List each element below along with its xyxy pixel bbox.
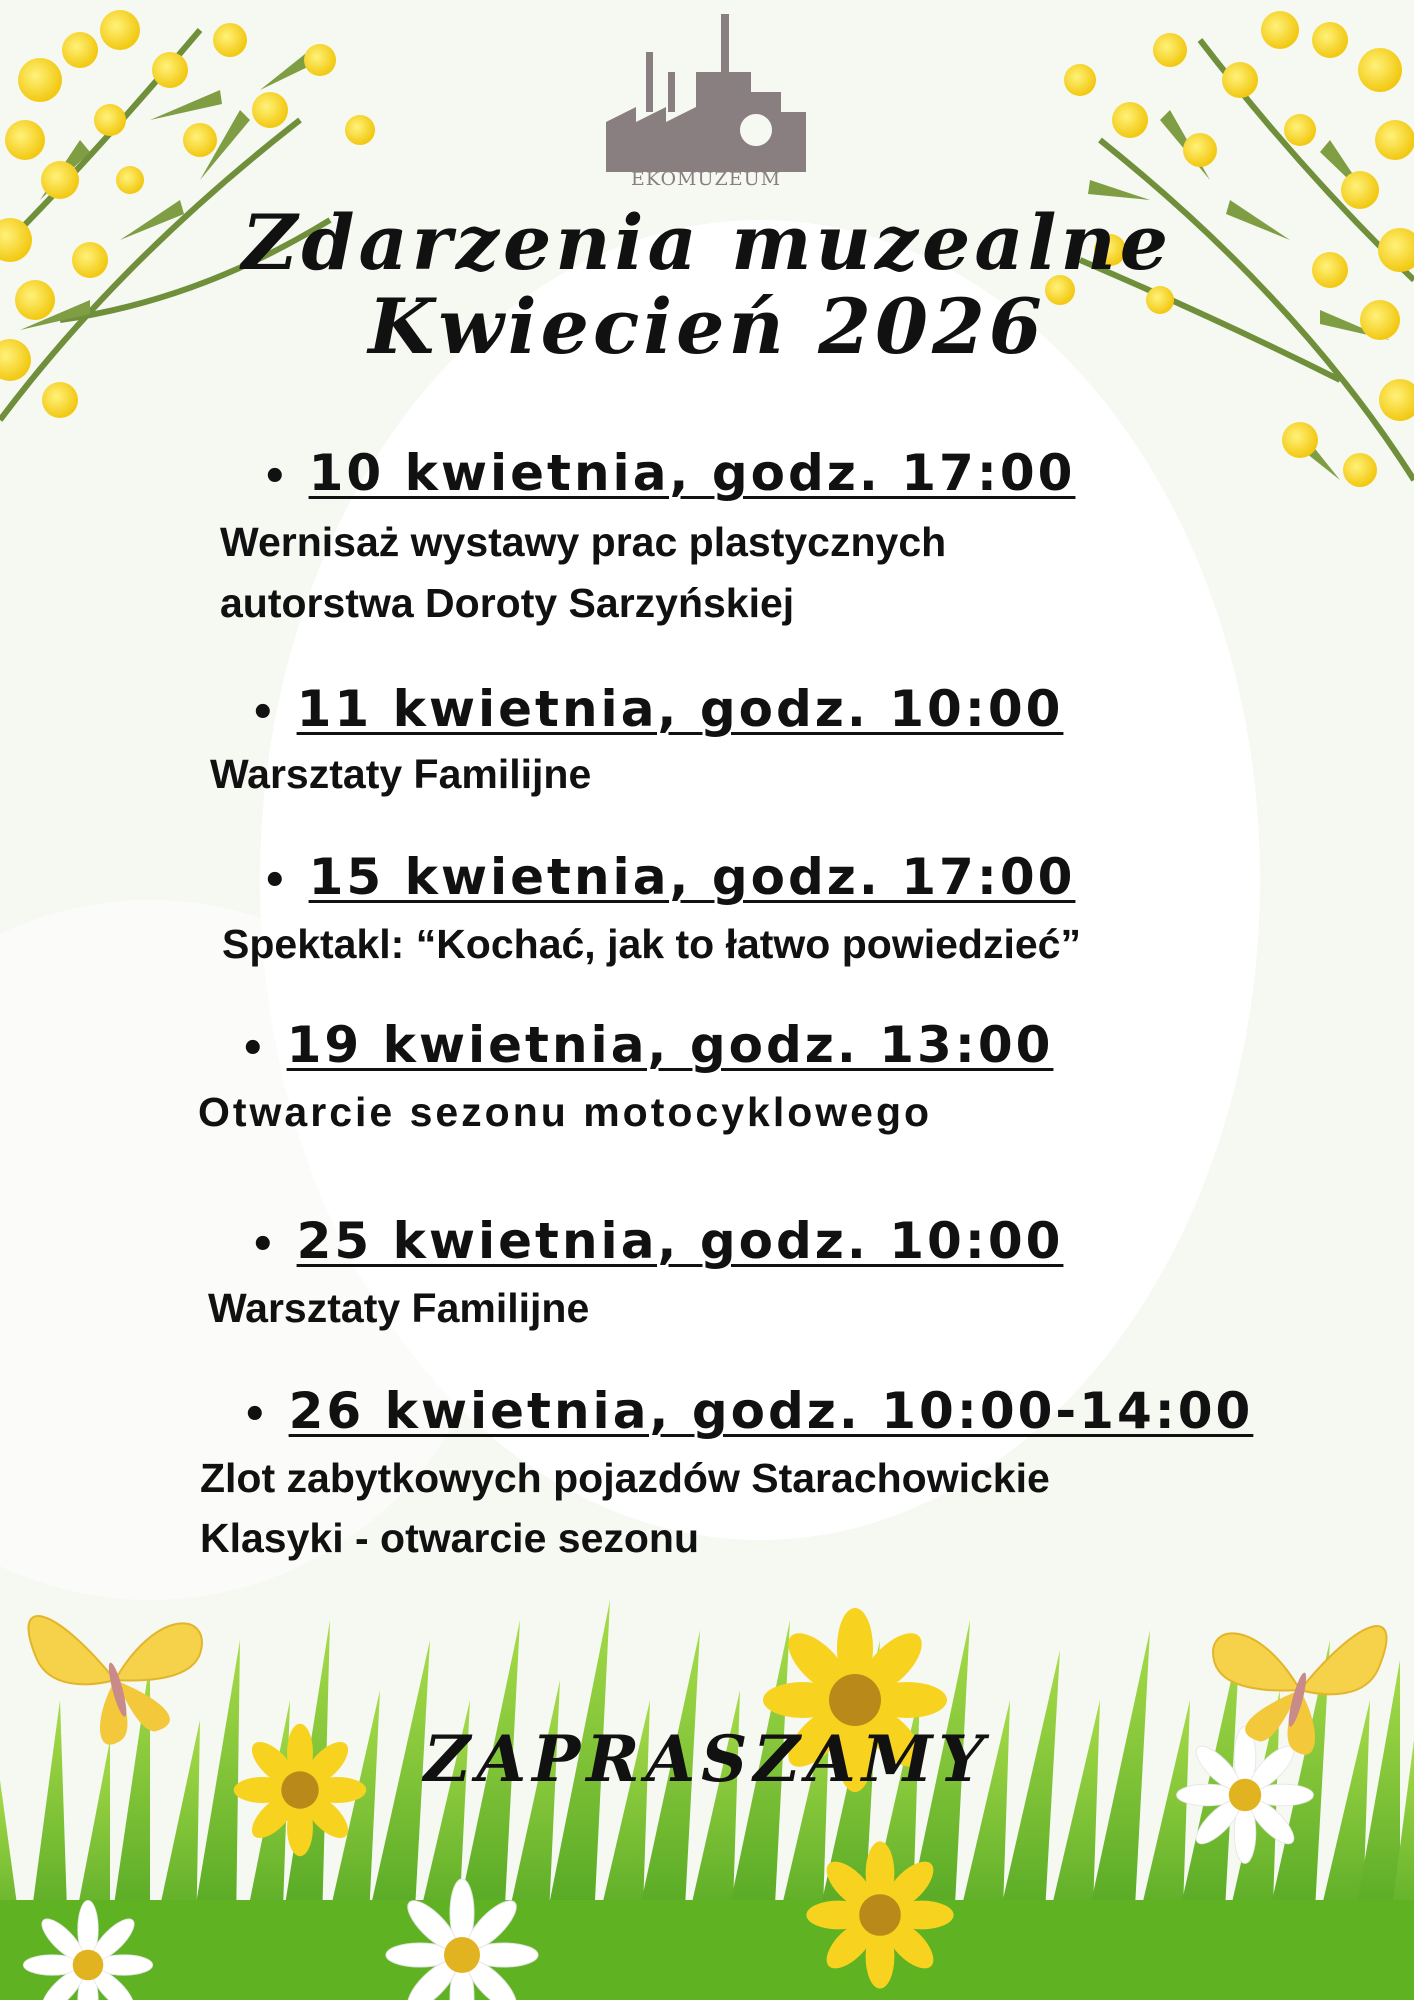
event-description: Wernisaż wystawy prac plastycznych xyxy=(220,519,947,565)
event-date xyxy=(262,848,1075,906)
event-description: Zlot zabytkowych pojazdów Starachowickie xyxy=(200,1455,1050,1501)
invitation-text: ZAPRASZAMY xyxy=(423,1722,991,1797)
page-title: Zdarzenia muzealne xyxy=(241,198,1173,287)
event-description: Otwarcie sezonu motocyklowego xyxy=(198,1089,933,1135)
event-date-text: 10 kwietnia, godz. 17:00 xyxy=(308,444,1076,502)
factory-icon xyxy=(606,12,806,172)
event-description: Spektakl: “Kochać, jak to łatwo powiedzieć” xyxy=(222,921,1081,967)
event-description: Warsztaty Familijne xyxy=(210,751,592,797)
bullet-icon: • xyxy=(250,1222,279,1268)
event-description: autorstwa Doroty Sarzyńskiej xyxy=(220,580,795,626)
logo-text: EKOMUZEUM xyxy=(630,168,782,190)
event-date-text: 11 kwietnia, godz. 10:00 xyxy=(296,680,1064,738)
bullet-icon: • xyxy=(262,454,291,500)
bullet-icon: • xyxy=(262,858,291,904)
event-date-text: 15 kwietnia, godz. 17:00 xyxy=(308,848,1076,906)
event-description: Klasyki - otwarcie sezonu xyxy=(200,1515,700,1561)
event-date xyxy=(250,1212,1063,1270)
event-date-text: 25 kwietnia, godz. 10:00 xyxy=(296,1212,1064,1270)
event-date xyxy=(262,444,1075,502)
event-date-text: 26 kwietnia, godz. 10:00-14:00 xyxy=(288,1382,1254,1440)
page-subtitle: Kwiecień 2026 xyxy=(368,282,1046,371)
bullet-icon: • xyxy=(242,1392,271,1438)
event-date xyxy=(242,1382,1253,1440)
museum-logo xyxy=(606,12,806,192)
grass-ground xyxy=(0,1900,1414,2000)
bullet-icon: • xyxy=(240,1026,269,1072)
event-date xyxy=(240,1016,1053,1074)
event-date xyxy=(250,680,1063,738)
event-date-text: 19 kwietnia, godz. 13:00 xyxy=(286,1016,1054,1074)
bullet-icon: • xyxy=(250,690,279,736)
event-description: Warsztaty Familijne xyxy=(208,1285,590,1331)
